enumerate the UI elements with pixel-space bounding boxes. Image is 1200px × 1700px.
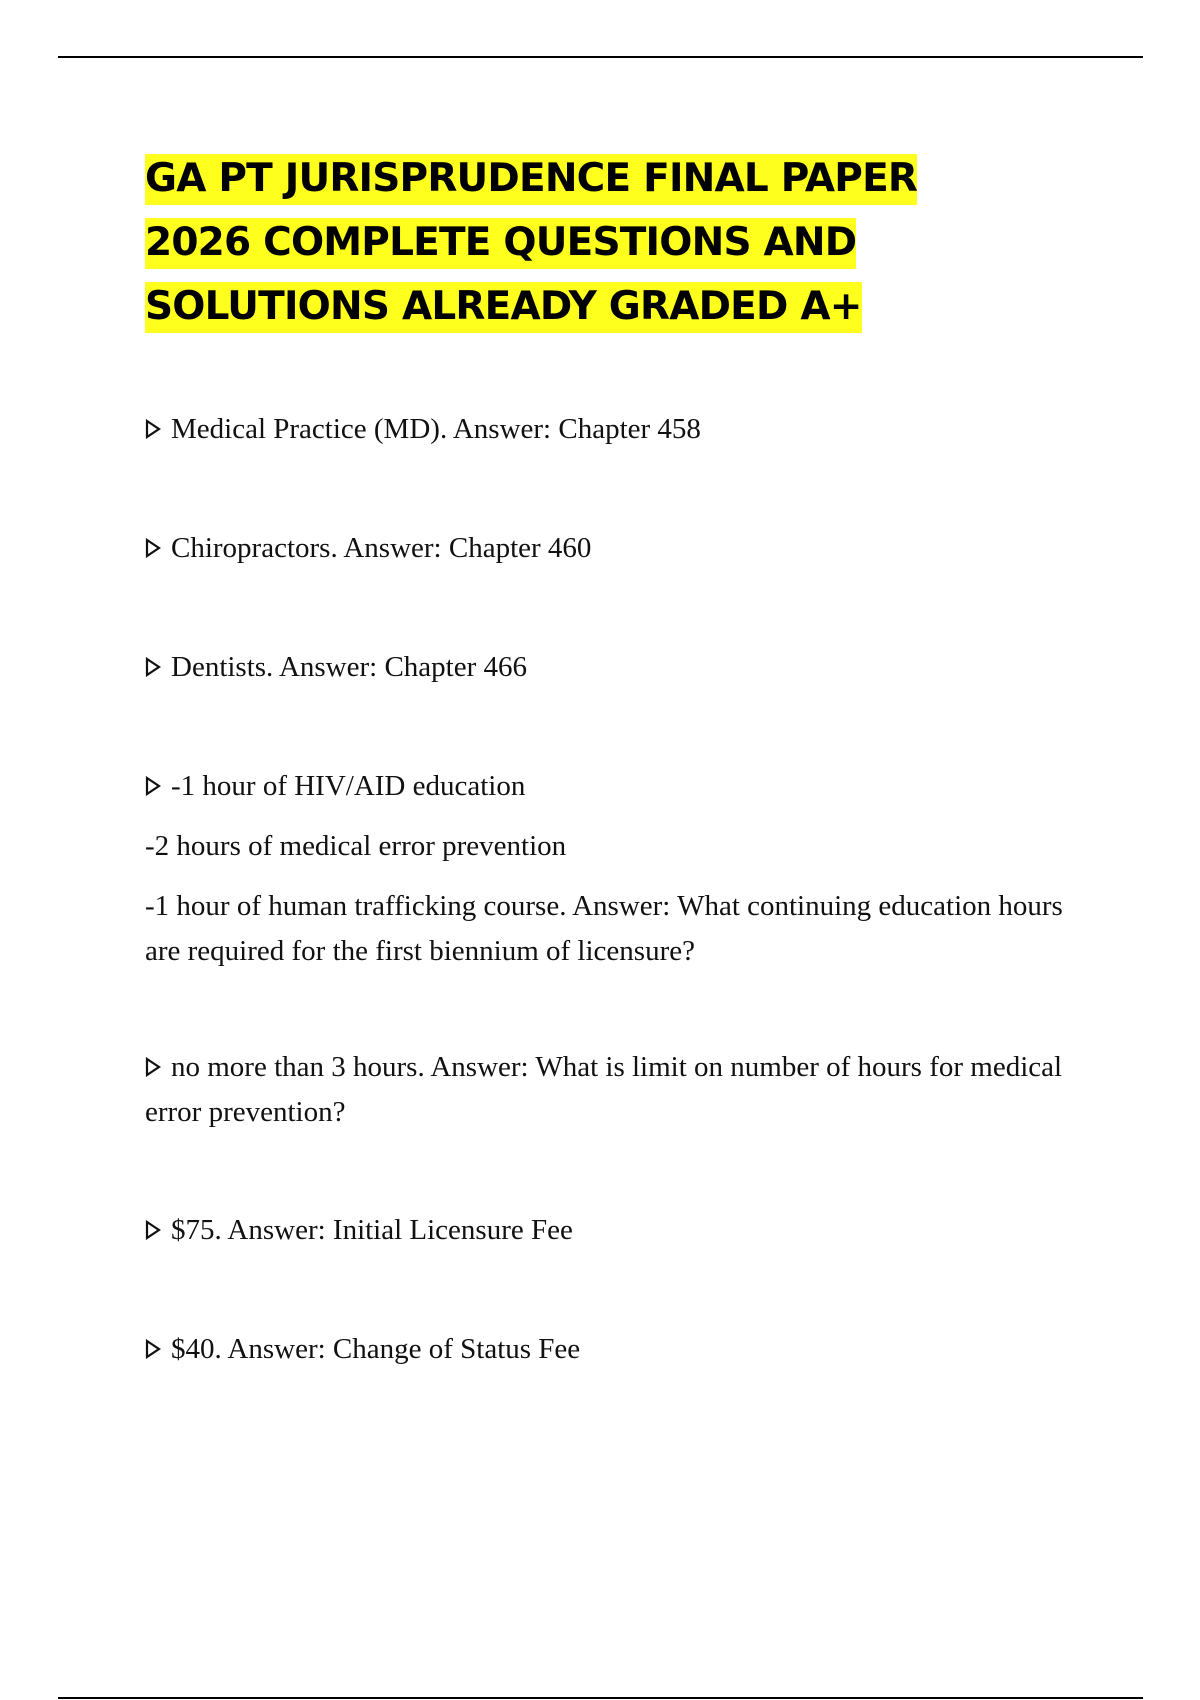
title-line: 2026 COMPLETE QUESTIONS AND [145,218,856,269]
bullet-arrow-icon [145,776,161,796]
qa-item [145,1327,1105,1372]
qa-item [145,526,1105,571]
qa-text: Dentists. Answer: Chapter 466 [171,651,528,683]
bullet-arrow-icon [145,1220,161,1240]
qa-text: -1 hour of human trafficking course. Answer: What continuing education hours are required for the first biennium of licensure? [145,890,1063,967]
bullet-arrow-icon [145,1057,161,1077]
title-line: GA PT JURISPRUDENCE FINAL PAPER [145,154,917,205]
bullet-arrow-icon [145,1339,161,1359]
title-line: SOLUTIONS ALREADY GRADED A+ [145,282,862,333]
qa-item [145,1045,1105,1135]
document-title [145,147,1045,339]
top-rule [58,56,1143,58]
qa-text: -1 hour of HIV/AID education [171,770,526,802]
qa-text: no more than 3 hours. Answer: What is limit on number of hours for medical error prevention? [145,1051,1063,1128]
qa-text: Chiropractors. Answer: Chapter 460 [171,532,592,564]
qa-item [145,645,1105,690]
qa-item [145,1208,1105,1253]
bottom-rule [58,1697,1143,1699]
qa-text: $40. Answer: Change of Status Fee [171,1333,581,1365]
qa-text: $75. Answer: Initial Licensure Fee [171,1214,573,1246]
bullet-arrow-icon [145,657,161,677]
qa-text: Medical Practice (MD). Answer: Chapter 458 [171,413,701,445]
bullet-arrow-icon [145,419,161,439]
qa-item [145,407,1105,452]
qa-text: -2 hours of medical error prevention [145,830,567,862]
bullet-arrow-icon [145,538,161,558]
qa-item [145,764,1105,974]
